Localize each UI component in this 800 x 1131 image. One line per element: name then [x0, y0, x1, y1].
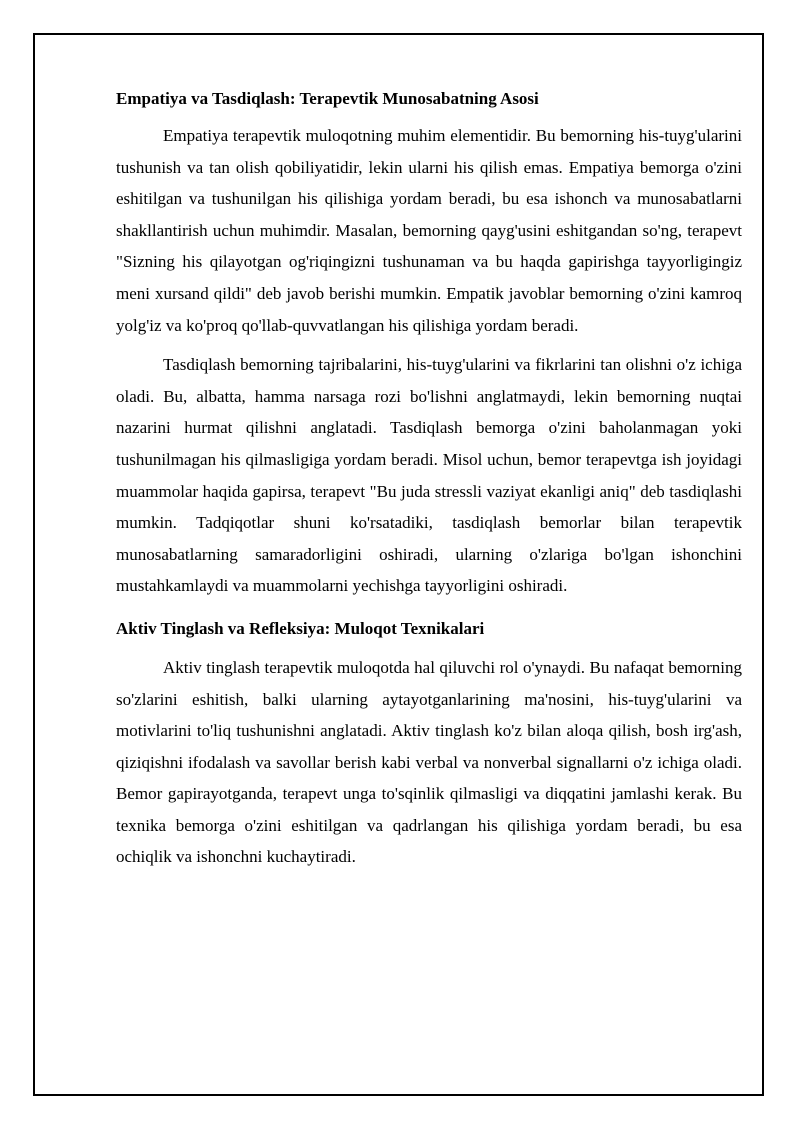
section-heading-empathy: Empatiya va Tasdiqlash: Terapevtik Munosabatning Asosi — [116, 89, 539, 108]
paragraph-validation: Tasdiqlash bemorning tajribalarini, his-tuyg'ularini va fikrlarini tan olishni o'z ichiga oladi. Bu, albatta, hamma narsaga rozi bo'lishni anglatmaydi, lekin bemorning nuqtai nazarini hurmat qilishni anglatadi. Tasdiqlash bemorga o'zini baholanmagan yoki tushunilmagan his qilmasligiga yordam beradi. Misol uchun, bemor terapevtga ish joyidagi muammolar haqida gapirsa, terapevt "Bu juda stressli vaziyat ekanligi aniq" deb tasdiqlashi mumkin. Tadqiqotlar shuni ko'rsatadiki, tasdiqlash bemorlar bilan terapevtik munosabatlarning samaradorligini oshiradi, ularning o'zlariga bo'lgan ishonchini mustahkamlaydi va muammolarni yechishga tayyorligini oshiradi. — [116, 355, 742, 596]
paragraph-empathy: Empatiya terapevtik muloqotning muhim elementidir. Bu bemorning his-tuyg'ularini tushunish va tan olish qobiliyatidir, lekin ularni his qilish emas. Empatiya bemorga o'zini eshitilgan va tushunilgan his qilishiga yordam beradi, bu esa ishonch va munosabatlarni shakllantirish uchun muhimdir. Masalan, bemorning qayg'usini eshitgandan so'ng, terapevt "Sizning his qilayotgan og'riqingizni tushunaman va bu haqda gapirishga tayyorligingiz meni xursand qildi" deb javob berishi mumkin. Empatik javoblar bemorning o'zini kamroq yolg'iz va ko'proq qo'llab-quvvatlangan his qilishiga yordam beradi. — [116, 126, 742, 335]
paragraph-active-listening: Aktiv tinglash terapevtik muloqotda hal qiluvchi rol o'ynaydi. Bu nafaqat bemorning so'zlarini eshitish, balki ularning aytayotganlarining ma'nosini, his-tuyg'ularini va motivlarini to'liq tushunishni anglatadi. Aktiv tinglash ko'z bilan aloqa qilish, bosh irg'ash, qiziqishni ifodalash va savollar berish kabi verbal va nonverbal signallarni o'z ichiga oladi. Bemor gapirayotganda, terapevt unga to'sqinlik qilmasligi va diqqatini jamlashi kerak. Bu texnika bemorga o'zini eshitilgan va qadrlangan his qilishiga yordam beradi, bu esa ochiqlik va ishonchni kuchaytiradi. — [116, 657, 742, 867]
document-body — [116, 86, 742, 881]
section-heading-active-listening: Aktiv Tinglash va Refleksiya: Muloqot Texnikalari — [116, 618, 485, 638]
